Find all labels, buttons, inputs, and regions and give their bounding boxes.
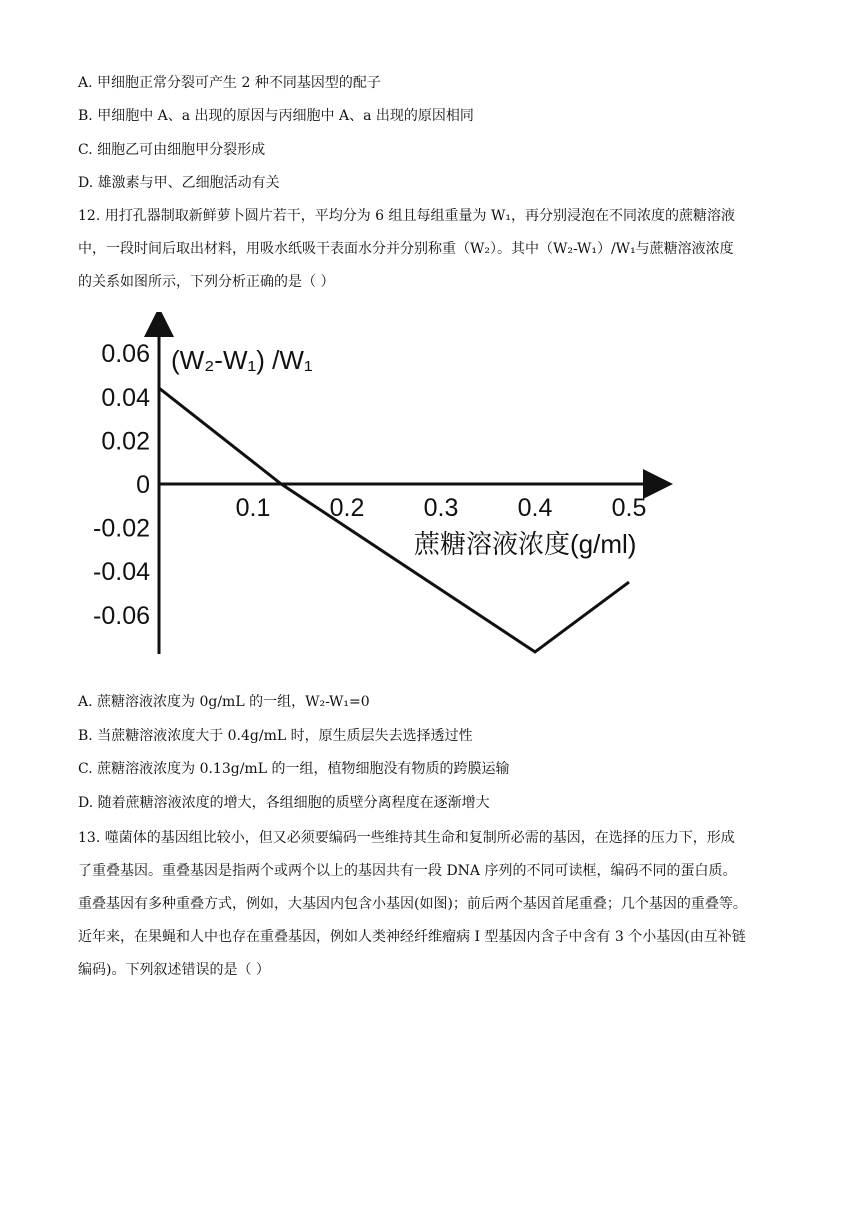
- option-text: 甲细胞正常分裂可产生 2 种不同基因型的配子: [97, 75, 381, 91]
- option-label: C.: [78, 142, 93, 158]
- x-tick-label: 0.4: [517, 494, 553, 522]
- q12-option-b: [78, 726, 473, 746]
- series-line: [159, 388, 629, 652]
- option-label: D.: [78, 795, 94, 811]
- q11-option-d: [78, 173, 280, 193]
- x-tick-label: 0.2: [329, 494, 365, 522]
- q13-stem-line: 重叠基因有多种重叠方式，例如，大基因内包含小基因(如图)；前后两个基因首尾重叠；几个基因的重叠等。: [78, 896, 747, 912]
- q12-stem-line: 12. 用打孔器制取新鲜萝卜圆片若干，平均分为 6 组且每组重量为 W₁，再分别浸泡在不同浓度的蔗糖溶液: [78, 208, 735, 224]
- option-text: 蔗糖溶液浓度为 0g/mL 的一组，W₂-W₁=0: [97, 694, 370, 710]
- y-axis-label: (W₂-W₁) /W₁: [171, 345, 313, 375]
- q12-option-d: [78, 793, 490, 813]
- x-tick-label: 0.1: [235, 494, 271, 522]
- q12-stem: [78, 200, 782, 299]
- q11-option-a: [78, 73, 381, 93]
- y-tick-label: 0.06: [101, 340, 150, 369]
- option-label: A.: [78, 75, 93, 91]
- y-tick-label: -0.04: [93, 558, 150, 587]
- y-tick-label: -0.02: [93, 514, 150, 543]
- x-tick-label: 0.3: [423, 494, 459, 522]
- x-tick-labels: [236, 494, 647, 522]
- option-label: B.: [78, 728, 93, 744]
- option-text: 雄激素与甲、乙细胞活动有关: [97, 175, 280, 191]
- y-tick-labels: [93, 340, 150, 630]
- q11-option-b: [78, 106, 474, 126]
- q13-stem: [78, 822, 782, 987]
- option-text: 当蔗糖溶液浓度大于 0.4g/mL 时，原生质层失去选择透过性: [97, 728, 473, 744]
- q13-stem-line: 编码)。下列叙述错误的是（ ）: [78, 962, 270, 978]
- y-tick-label: 0.02: [101, 427, 150, 456]
- y-tick-label: 0.04: [101, 383, 150, 412]
- option-label: D.: [78, 175, 94, 191]
- option-text: 细胞乙可由细胞甲分裂形成: [97, 142, 266, 158]
- y-tick-label: -0.06: [93, 601, 150, 630]
- q12-stem-line: 的关系如图所示，下列分析正确的是（ ）: [78, 274, 335, 290]
- q12-stem-line: 中，一段时间后取出材料，用吸水纸吸干表面水分并分别称重（W₂）。其中（W₂-W₁）/W₁与蔗糖溶液浓度: [78, 241, 734, 257]
- x-tick-label: 0.5: [611, 494, 647, 522]
- option-text: 蔗糖溶液浓度为 0.13g/mL 的一组，植物细胞没有物质的跨膜运输: [97, 761, 510, 777]
- y-tick-label: 0: [136, 471, 150, 499]
- option-text: 随着蔗糖溶液浓度的增大，各组细胞的质壁分离程度在逐渐增大: [97, 795, 490, 811]
- option-text: 甲细胞中 A、a 出现的原因与丙细胞中 A、a 出现的原因相同: [97, 108, 474, 124]
- q13-stem-line: 13. 噬菌体的基因组比较小，但又必须要编码一些维持其生命和复制所必需的基因，在选择的压力下，形成: [78, 830, 735, 846]
- option-label: B.: [78, 108, 93, 124]
- q13-stem-line: 近年来，在果蝇和人中也存在重叠基因，例如人类神经纤维瘤病 I 型基因内含子中含有 3 个小基因(由互补链: [78, 929, 746, 945]
- q12-option-c: [78, 759, 509, 779]
- q11-option-c: [78, 140, 265, 160]
- x-axis-label: 蔗糖溶液浓度(g/ml): [414, 529, 637, 559]
- q12-option-a: [78, 692, 370, 712]
- option-label: A.: [78, 694, 93, 710]
- option-label: C.: [78, 761, 93, 777]
- q12-chart: [78, 312, 698, 692]
- q13-stem-line: 了重叠基因。重叠基因是指两个或两个以上的基因共有一段 DNA 序列的不同可读框，编码不同的蛋白质。: [78, 863, 737, 879]
